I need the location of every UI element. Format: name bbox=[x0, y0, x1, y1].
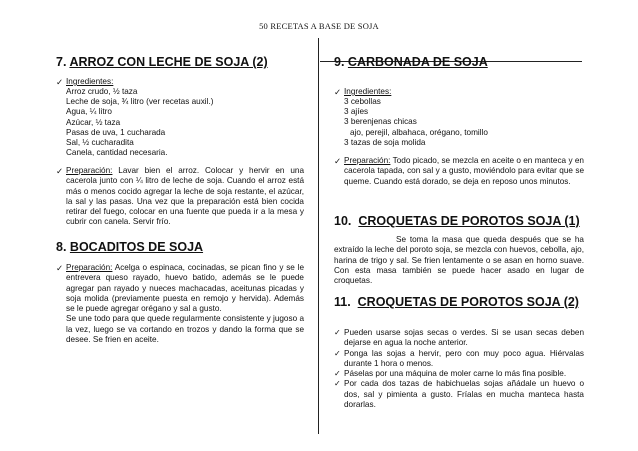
list-item bbox=[334, 328, 584, 349]
ingredient-item: Canela, cantidad necesaria. bbox=[66, 148, 168, 158]
ingredient-list bbox=[344, 97, 488, 148]
checkmark-icon: ✓ bbox=[334, 369, 341, 379]
list-item-text: Por cada dos tazas de habichuelas sojas añádale un huevo o dos, sal y pimienta a gusto. Fríalas en mucha manteca hasta dorarlas. bbox=[344, 379, 584, 410]
ingredient-item: Leche de soja, ¾ litro (ver recetas auxil.) bbox=[66, 97, 214, 107]
preparation-text: Preparación: Lavar bien el arroz. Colocar y hervir en una cacerola junto con ¼ litro de leche de soja. Cuando el arroz está más o menos cocido agregar la leche de soja restante, el azúcar, la sal y las pasas. Una vez que la preparación está bien cocida retirar del fuego, colocar en una fuente que pueda ir a la mesa y cubrir con canela. Servir frío. bbox=[66, 166, 304, 227]
ingredient-item: 3 tazas de soja molida bbox=[344, 137, 426, 147]
page-header: 50 RECETAS A BASE DE SOJA bbox=[259, 21, 379, 31]
section-11-title: 11. CROQUETAS DE POROTOS SOJA (2) bbox=[334, 295, 579, 309]
list-item-text: Pueden usarse sojas secas o verdes. Si se usan secas deben dejarse en agua la noche anterior. bbox=[344, 328, 584, 348]
list-item bbox=[334, 379, 584, 410]
ingredient-list bbox=[66, 87, 213, 158]
preparation-text: Preparación: Todo picado, se mezcla en aceite o en manteca y en cacerola tapada, con sal y a gusto, moviéndolo para evitar que se queme. Cuando está dorado, se deja en reposo unos minutos. bbox=[344, 156, 584, 186]
ingredient-item: 3 cebollas bbox=[344, 97, 381, 106]
ingredient-item: 3 ajíes bbox=[344, 107, 369, 117]
checkmark-icon: ✓ bbox=[56, 166, 64, 176]
checkmark-icon: ✓ bbox=[334, 156, 342, 166]
column-divider bbox=[318, 38, 319, 434]
checkmark-icon: ✓ bbox=[334, 348, 341, 358]
checkmark-icon: ✓ bbox=[56, 77, 64, 87]
ingredient-item: Agua, ¼ litro bbox=[66, 107, 112, 117]
checkmark-icon: ✓ bbox=[334, 87, 342, 97]
bullet-list bbox=[334, 328, 584, 410]
list-item bbox=[334, 369, 584, 379]
list-item-text: Páselas por una máquina de moler carne lo más fina posible. bbox=[344, 369, 567, 379]
ingredients-label: Ingredientes: bbox=[66, 77, 114, 86]
ingredient-item: Arroz crudo, ½ taza bbox=[66, 87, 138, 96]
list-item-text: Ponga las sojas a hervir, pero con muy poco agua. Hiérvalas durante 1 hora o menos. bbox=[344, 348, 584, 368]
preparation-text-continued: Se une todo para que quede regularmente consistente y jugoso a la vez, luego se va cortando en trozos y dando la forma que se desee. Se frien en aceite. bbox=[66, 314, 304, 345]
section-7-title: 7. ARROZ CON LECHE DE SOJA (2) bbox=[56, 55, 268, 69]
ingredient-item: 3 berenjenas chicas bbox=[344, 117, 417, 127]
ingredient-item: Sal, ½ cucharadita bbox=[66, 138, 134, 148]
section-10-text: Se toma la masa que queda después que se ha extraído la leche del poroto soja, se mezcla con huevos, cebolla, ajo, harina de trigo y sal. Se frien lentamente o se asan en horno suave. Con esta masa también se puede hacer asado en lugar de croquetas. bbox=[334, 235, 584, 286]
preparation-text: Preparación: Acelga o espinaca, cocinadas, se pican fino y se le entrevera queso rayado, huevo batido, además se le puede agregar pan rayado y nueces machacadas, aceitunas picadas y soja molida (previamente puesta en remojo y hervida). Además se le puede agregar orégano y sal a gusto. Se une todo para que quede regularmente consistente y jugoso a la vez, luego se va cortando en trozos y dando la forma que se desee. Se frien en aceite. bbox=[66, 263, 304, 345]
ingredient-item: Azúcar, ½ taza bbox=[66, 117, 121, 127]
ingredient-item: ajo, perejil, albahaca, orégano, tomillo bbox=[350, 127, 488, 137]
list-item bbox=[334, 349, 584, 370]
section-10-title: 10. CROQUETAS DE POROTOS SOJA (1) bbox=[334, 214, 580, 228]
checkmark-icon: ✓ bbox=[334, 379, 341, 389]
section-8-title: 8. BOCADITOS DE SOJA bbox=[56, 240, 204, 254]
section-9-title: 9. CARBONADA DE SOJA bbox=[334, 55, 488, 69]
checkmark-icon: ✓ bbox=[334, 328, 341, 337]
ingredient-item: Pasas de uva, 1 cucharada bbox=[66, 127, 166, 137]
ingredients-label: Ingredientes: bbox=[344, 87, 392, 96]
checkmark-icon: ✓ bbox=[56, 263, 64, 273]
